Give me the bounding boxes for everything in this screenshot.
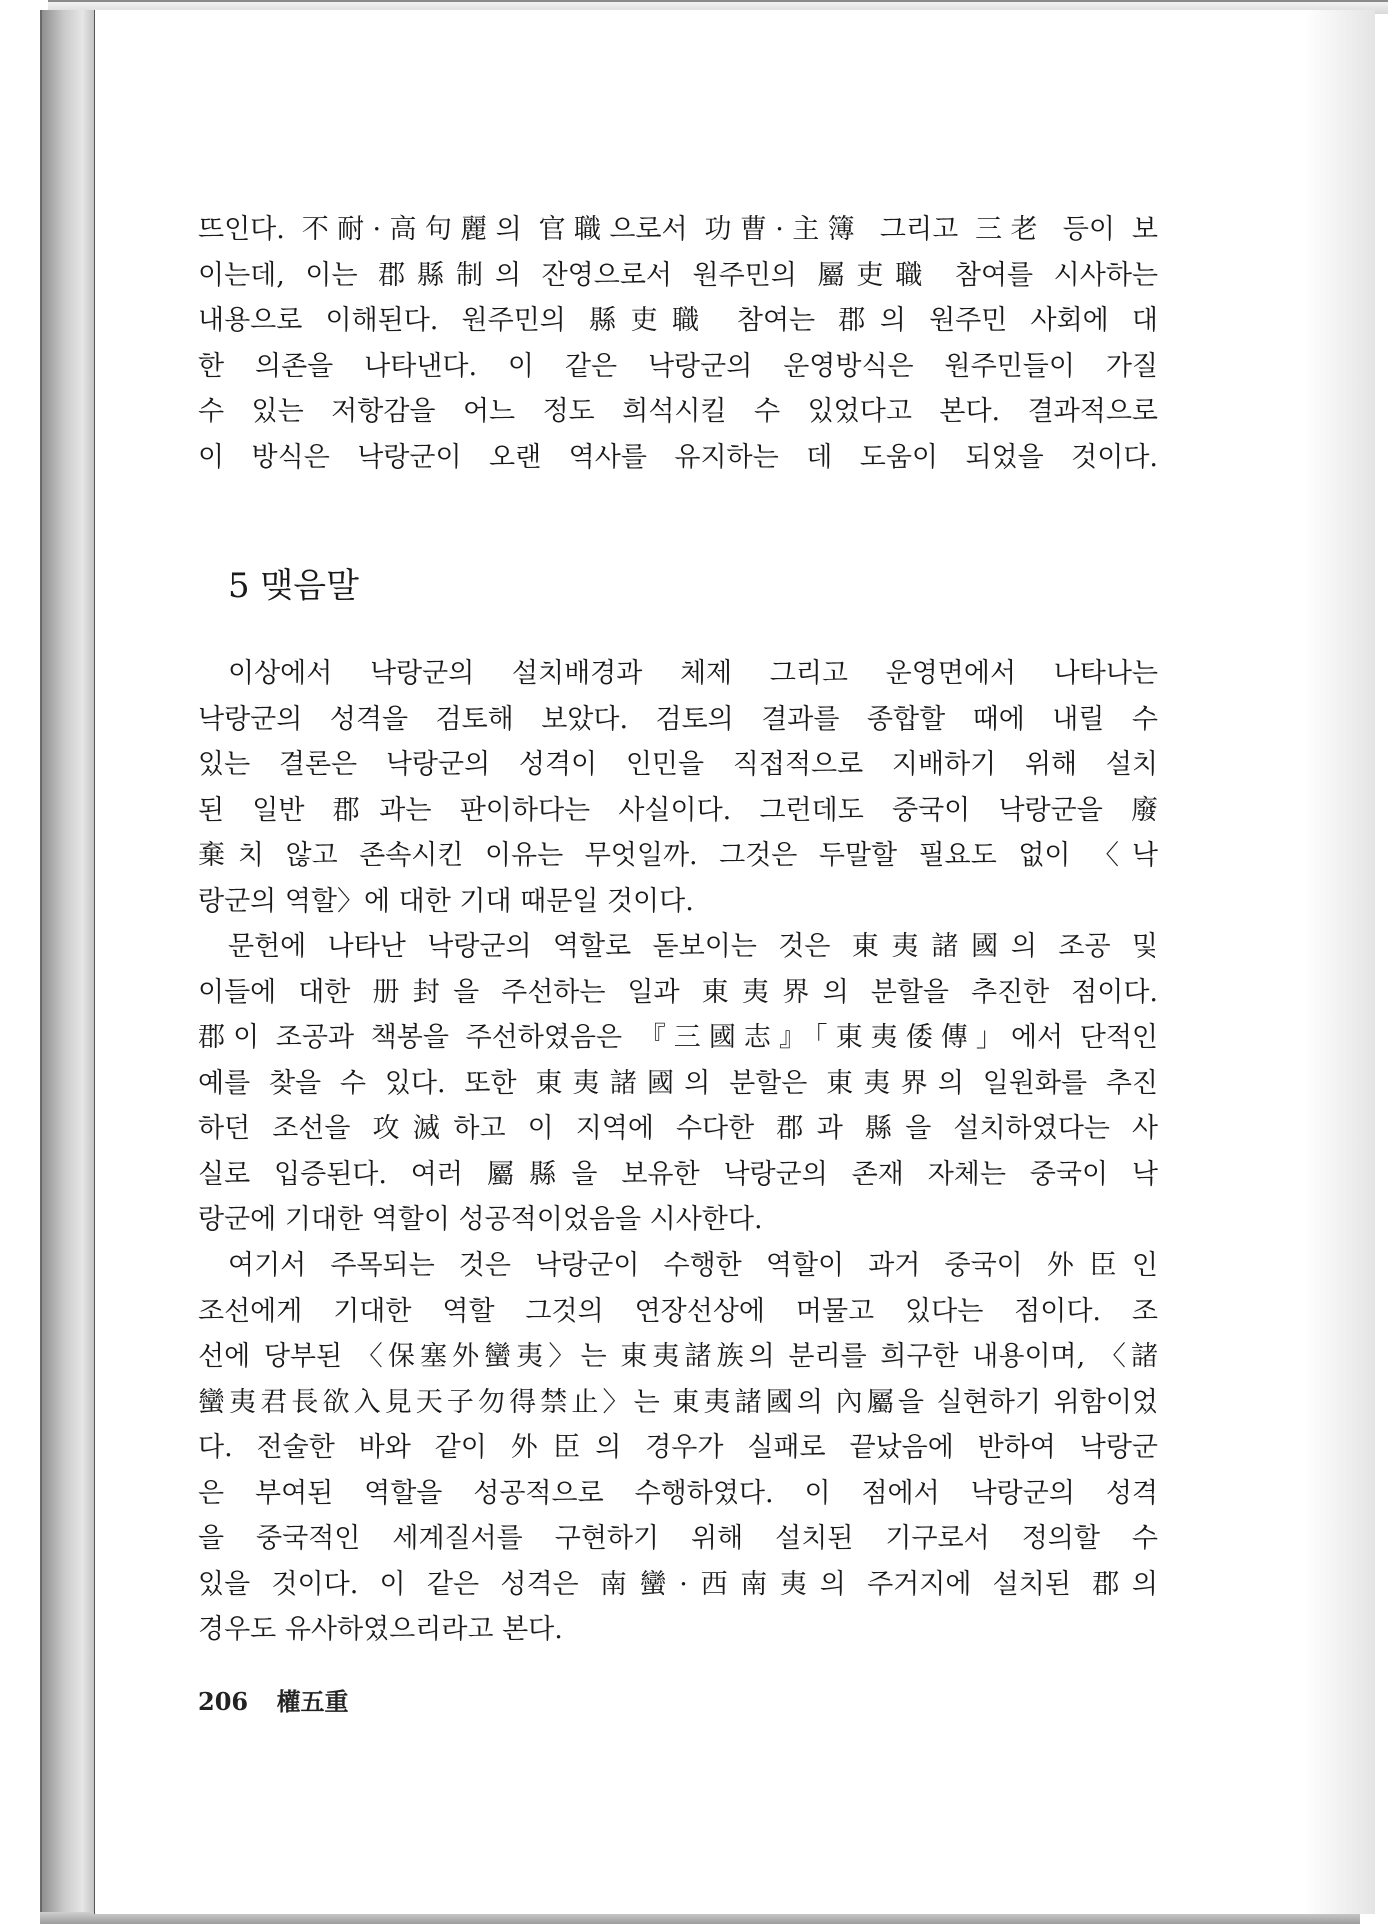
body-paragraph-3 bbox=[198, 1243, 1158, 1653]
paragraph-line: 다. 전술한 바와 같이 外臣의 경우가 실패로 끝났음에 반하여 낙랑군 bbox=[198, 1432, 1158, 1463]
paragraph-line: 선에 당부된 〈保塞外蠻夷〉는 東夷諸族의 분리를 희구한 내용이며, 〈諸 bbox=[198, 1341, 1158, 1372]
paragraph-line: 내용으로 이해된다. 원주민의 縣吏職 참여는 郡의 원주민 사회에 대 bbox=[198, 305, 1158, 336]
paragraph-line: 郡이 조공과 책봉을 주선하였음은 『三國志』「東夷倭傳」에서 단적인 bbox=[198, 1022, 1158, 1053]
page-footer bbox=[198, 1682, 368, 1717]
paragraph-line: 여기서 주목되는 것은 낙랑군이 수행한 역할이 과거 중국이 外臣인 bbox=[228, 1250, 1158, 1281]
paragraph-line: 은 부여된 역할을 성공적으로 수행하였다. 이 점에서 낙랑군의 성격 bbox=[198, 1477, 1158, 1509]
body-paragraph-2 bbox=[198, 924, 1158, 1243]
paragraph-line: 棄치 않고 존속시킨 이유는 무엇일까. 그것은 두말할 필요도 없이 〈낙 bbox=[198, 840, 1158, 871]
page-number: 206 bbox=[198, 1687, 249, 1716]
paragraph-line: 낙랑군의 성격을 검토해 보았다. 검토의 결과를 종합할 때에 내릴 수 bbox=[198, 703, 1158, 735]
section-heading: 5 맺음말 bbox=[228, 566, 359, 606]
paragraph-line: 있을 것이다. 이 같은 성격은 南蠻·西南夷의 주거지에 설치된 郡의 bbox=[198, 1568, 1158, 1600]
paragraph-line: 을 중국적인 세계질서를 구현하기 위해 설치된 기구로서 정의할 수 bbox=[198, 1523, 1158, 1554]
paragraph-line: 있는 결론은 낙랑군의 성격이 인민을 직접적으로 지배하기 위해 설치 bbox=[198, 749, 1158, 780]
paragraph-line: 조선에게 기대한 역할 그것의 연장선상에 머물고 있다는 점이다. 조 bbox=[198, 1295, 1158, 1327]
paragraph-line: 된 일반 郡과는 판이하다는 사실이다. 그런데도 중국이 낙랑군을 廢 bbox=[198, 794, 1158, 826]
paragraph-line: 수 있는 저항감을 어느 정도 희석시킬 수 있었다고 본다. 결과적으로 bbox=[198, 396, 1158, 427]
paragraph-line: 한 의존을 나타낸다. 이 같은 낙랑군의 운영방식은 원주민들이 가질 bbox=[198, 350, 1158, 382]
page-edge-shadow bbox=[1305, 10, 1375, 1914]
paragraph-line: 실로 입증된다. 여러 屬縣을 보유한 낙랑군의 존재 자체는 중국이 낙 bbox=[198, 1158, 1158, 1190]
paragraph-line: 랑군의 역할〉에 대한 기대 때문일 것이다. bbox=[198, 885, 694, 917]
paragraph-line: 이는데, 이는 郡縣制의 잔영으로서 원주민의 屬吏職 참여를 시사하는 bbox=[198, 259, 1158, 291]
book-spine bbox=[40, 10, 96, 1916]
paragraph-line: 이 방식은 낙랑군이 오랜 역사를 유지하는 데 도움이 되었을 것이다. bbox=[198, 441, 1158, 473]
paragraph-line: 하던 조선을 攻滅하고 이 지역에 수다한 郡과 縣을 설치하였다는 사 bbox=[198, 1113, 1158, 1144]
paragraph-line: 蠻夷君長欲入見天子勿得禁止〉는 東夷諸國의 內屬을 실현하기 위함이었 bbox=[198, 1386, 1158, 1418]
paragraph-line: 경우도 유사하였으리라고 본다. bbox=[198, 1614, 563, 1645]
body-paragraph-1 bbox=[198, 651, 1158, 924]
paragraph-line: 랑군에 기대한 역할이 성공적이었음을 시사한다. bbox=[198, 1204, 763, 1235]
paragraph-line: 뜨인다. 不耐·高句麗의 官職으로서 功曹·主簿 그리고 三老 등이 보 bbox=[198, 214, 1158, 245]
paragraph-line: 이상에서 낙랑군의 설치배경과 체제 그리고 운영면에서 나타나는 bbox=[228, 658, 1158, 689]
paragraph-line: 문헌에 나타난 낙랑군의 역할로 돋보이는 것은 東夷諸國의 조공 및 bbox=[228, 931, 1158, 962]
paragraph-line: 이들에 대한 册封을 주선하는 일과 東夷界의 분할을 추진한 점이다. bbox=[198, 976, 1158, 1008]
running-author: 權五重 bbox=[276, 1687, 349, 1716]
top-paragraph bbox=[198, 207, 1158, 480]
paragraph-line: 예를 찾을 수 있다. 또한 東夷諸國의 분할은 東夷界의 일원화를 추진 bbox=[198, 1067, 1158, 1099]
